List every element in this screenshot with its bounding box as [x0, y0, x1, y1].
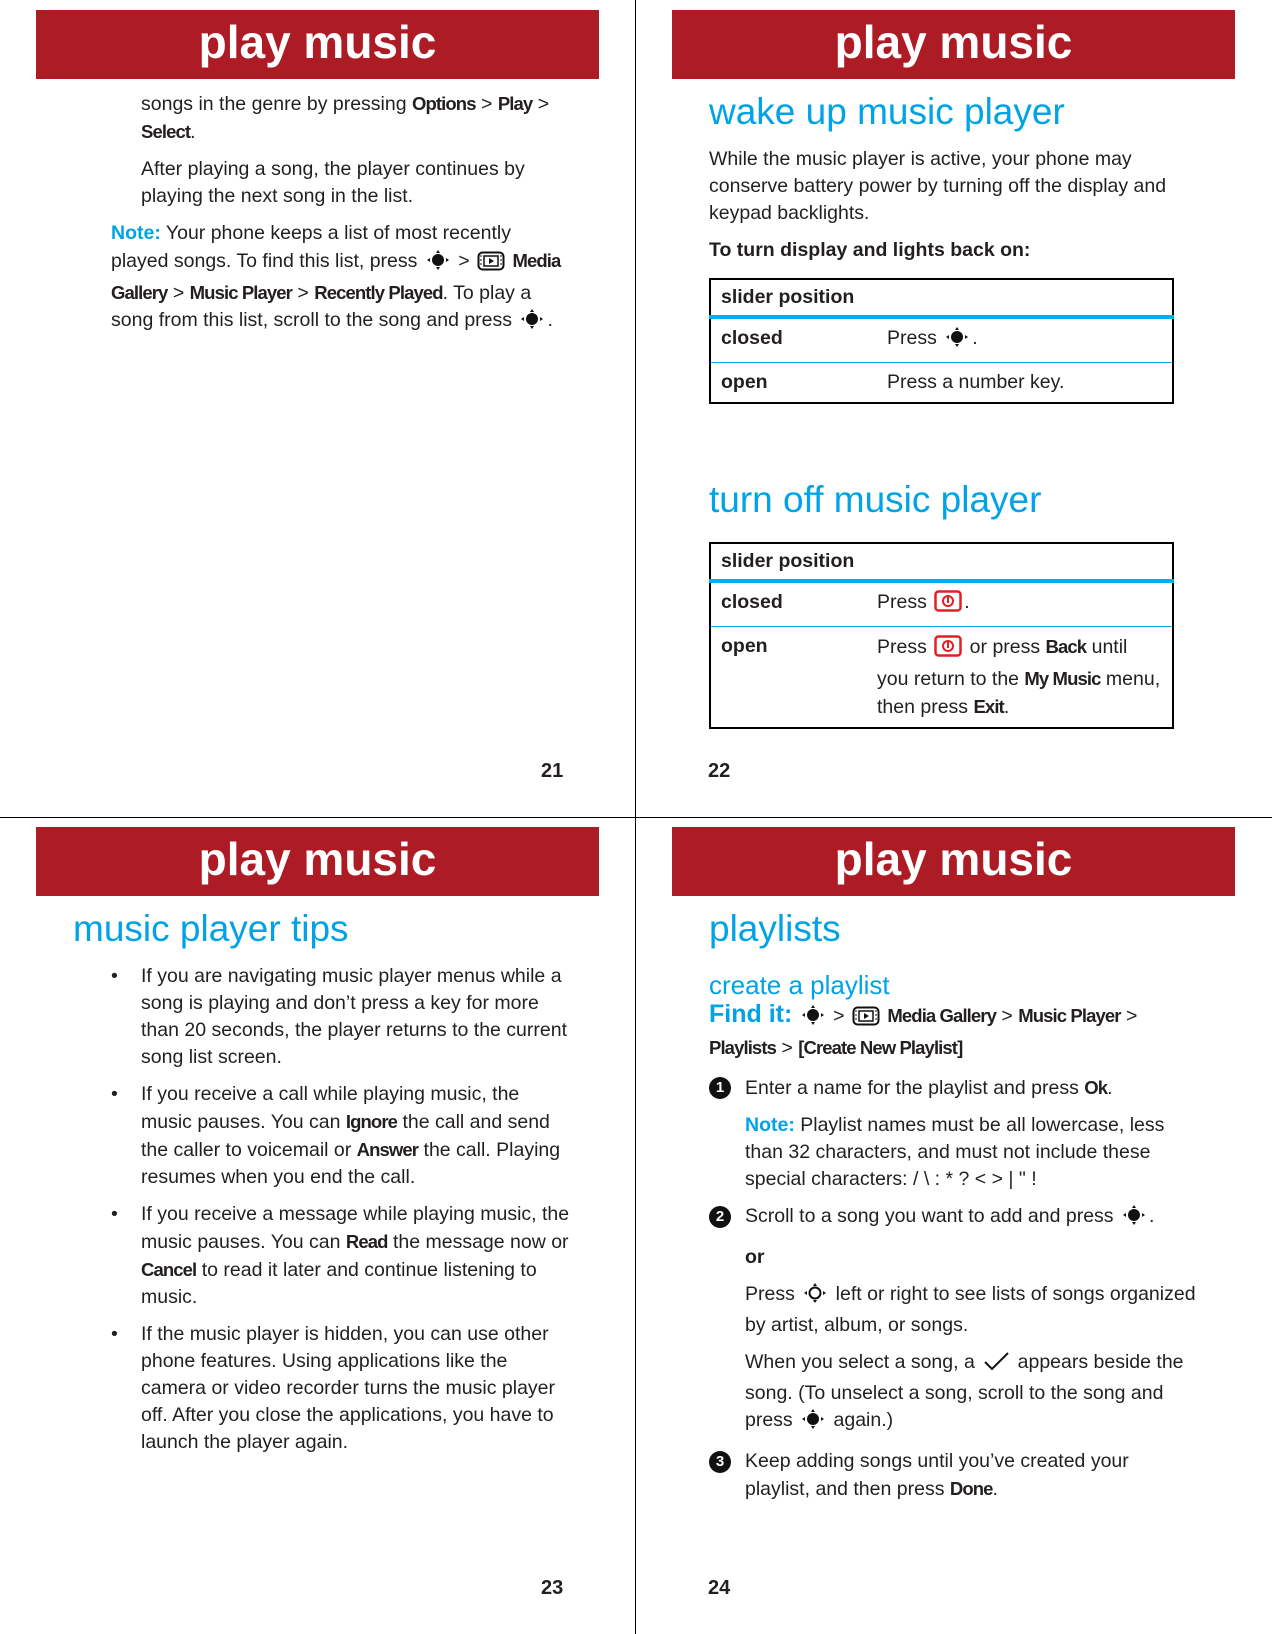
table-row — [710, 317, 1173, 363]
page-24 — [636, 817, 1272, 1634]
text: Press — [877, 591, 933, 613]
action — [877, 363, 1173, 404]
text: If you are navigating music player menus while a song is playing and don’t press a key for more than 20 seconds, the player returns to the current song list screen. — [141, 965, 568, 1068]
key-label: Music Player — [1018, 1005, 1121, 1026]
nav-key-outline-icon — [802, 1282, 828, 1312]
bullet: • — [111, 1203, 118, 1225]
page-header: play music — [36, 10, 599, 79]
key-label: My Music — [1024, 668, 1101, 689]
text: . — [1003, 696, 1010, 718]
text: When you select a song, a — [745, 1351, 981, 1373]
key-label: Media Gallery — [111, 250, 561, 303]
step — [709, 1448, 1199, 1503]
text: again.) — [828, 1409, 894, 1431]
text: . — [1107, 1077, 1113, 1099]
text: > — [167, 282, 190, 304]
text: Scroll to a song you want to add and press — [745, 1205, 1119, 1227]
slider-table-off — [709, 542, 1174, 729]
text: menu, then press — [877, 668, 1161, 718]
key-label: Back — [1045, 636, 1087, 657]
action — [867, 581, 1173, 627]
key-label: Done — [949, 1478, 993, 1499]
text: > — [1120, 1005, 1138, 1027]
page-header: play music — [36, 827, 599, 896]
text: songs in the genre by pressing — [141, 93, 413, 115]
bullet: • — [111, 965, 118, 987]
text: > — [827, 1005, 850, 1027]
paragraph — [745, 1448, 1199, 1503]
key-label: Read — [345, 1231, 388, 1252]
key-label: Answer — [356, 1139, 419, 1160]
text: > — [292, 282, 315, 304]
text: until you return to the — [877, 636, 1128, 690]
paragraph — [745, 1112, 1199, 1193]
action — [877, 317, 1173, 363]
text: . To play a song from this list, scroll to the song and press — [111, 282, 532, 331]
list-item — [111, 1201, 573, 1311]
paragraph — [745, 1281, 1199, 1339]
table-row — [710, 581, 1173, 627]
paragraph — [709, 146, 1174, 227]
checkmark-icon — [982, 1350, 1010, 1380]
section-heading: music player tips — [73, 908, 349, 949]
table-header: slider position — [710, 279, 1173, 317]
page-header: play music — [672, 10, 1235, 79]
text: > — [532, 93, 550, 115]
paragraph — [745, 1203, 1199, 1234]
step-number: 1 — [709, 1077, 731, 1099]
step — [709, 1203, 1199, 1438]
slider-position: closed — [710, 581, 867, 627]
text: . — [992, 1478, 998, 1500]
page-21 — [0, 0, 636, 817]
text: or press — [964, 636, 1046, 658]
slider-position: open — [710, 627, 867, 729]
slider-position: closed — [710, 317, 877, 363]
paragraph — [745, 1244, 1199, 1271]
power-key-icon — [934, 590, 962, 620]
page-23-body — [73, 907, 573, 1466]
bullet: • — [111, 1323, 118, 1345]
paragraph — [141, 156, 561, 210]
text: Your phone keeps a list of most recently played songs. To find this list, press — [111, 222, 511, 272]
text: Enter a name for the playlist and press — [745, 1077, 1085, 1099]
text: . — [972, 327, 978, 349]
text: the call. Playing resumes when you end the call. — [141, 1139, 561, 1188]
section-heading: turn off music player — [709, 479, 1042, 520]
text: While the music player is active, your phone may conserve battery power by turning off the display and keypad backlights. — [709, 148, 1167, 224]
text: > — [452, 250, 476, 272]
key-label: Recently Played — [314, 282, 443, 303]
text: Playlist names must be all lowercase, less than 32 characters, and must not include these special characters: / \ : * ? < > | " ! — [745, 1114, 1165, 1190]
paragraph — [141, 90, 561, 146]
page-24-body — [709, 907, 1199, 1513]
power-key-icon — [934, 635, 962, 665]
page-22-body — [709, 90, 1174, 729]
text: the message now or — [387, 1231, 569, 1253]
table-row — [710, 363, 1173, 404]
text: If you receive a message while playing music, the music pauses. You can — [141, 1203, 570, 1253]
page-number: 24 — [708, 1577, 731, 1599]
text: . — [1148, 1205, 1155, 1227]
text — [792, 1005, 797, 1027]
page-header: play music — [672, 827, 1235, 896]
text: > — [996, 1005, 1019, 1027]
text: Press — [887, 327, 943, 349]
nav-key-icon — [519, 308, 545, 338]
page-number: 22 — [708, 760, 731, 782]
table-row — [710, 627, 1173, 729]
steps-list — [709, 1074, 1199, 1503]
section-heading: playlists — [709, 908, 841, 949]
text: left or right to see lists of songs organized by artist, album, or songs. — [745, 1283, 1196, 1336]
page-21-body — [111, 90, 561, 348]
media-gallery-icon — [477, 251, 505, 279]
subsection-heading: create a playlist — [709, 970, 890, 1000]
key-label: Select — [141, 121, 191, 142]
note-label: Note: — [111, 222, 161, 244]
find-it-label: Find it: — [709, 1000, 793, 1028]
text: Press — [877, 636, 933, 658]
key-label: Ignore — [345, 1111, 398, 1132]
page-number: 23 — [541, 1577, 564, 1599]
text: Press — [745, 1283, 801, 1305]
paragraph — [745, 1074, 1199, 1102]
text: to read it later and continue listening to music. — [141, 1259, 537, 1308]
list-item — [111, 1081, 573, 1191]
paragraph — [745, 1349, 1199, 1438]
nav-key-icon — [1121, 1204, 1147, 1234]
nav-key-icon — [425, 249, 451, 279]
page-number: 21 — [541, 760, 564, 782]
step-number: 3 — [709, 1451, 731, 1473]
table-header: slider position — [710, 543, 1173, 581]
text: or — [745, 1246, 765, 1268]
page-23 — [0, 817, 636, 1634]
text: . — [547, 309, 553, 331]
text: appears beside the song. (To unselect a song, scroll to the song and press — [745, 1351, 1184, 1431]
page-22 — [636, 0, 1272, 817]
note-label: Note: — [745, 1114, 795, 1136]
text: If you receive a call while playing music, the music pauses. You can — [141, 1083, 520, 1133]
text: . — [190, 121, 196, 143]
slider-table-wake — [709, 278, 1174, 404]
key-label: Cancel — [141, 1259, 197, 1280]
text: After playing a song, the player continues by playing the next song in the list. — [141, 158, 525, 207]
key-label: Music Player — [189, 282, 292, 303]
find-it-path — [709, 1001, 1199, 1062]
bullet: • — [111, 1083, 118, 1105]
text: > — [775, 1037, 799, 1059]
media-gallery-icon — [852, 1006, 880, 1034]
text: . — [964, 591, 970, 613]
key-label: Options — [412, 93, 476, 114]
section-heading: wake up music player — [709, 91, 1065, 132]
text: the call and send the caller to voicemail or — [141, 1111, 550, 1161]
step — [709, 1074, 1199, 1193]
action — [867, 627, 1173, 729]
paragraph — [111, 220, 561, 338]
text: Keep adding songs until you’ve created your playlist, and then press — [745, 1450, 1129, 1500]
text: If the music player is hidden, you can use other phone features. Using applications like the camera or video recorder turns the music player off. After you close the applications, you have to launch the player again. — [141, 1323, 556, 1453]
nav-key-icon — [800, 1004, 826, 1034]
text: Press a number key. — [887, 371, 1065, 393]
tips-list — [111, 963, 573, 1456]
key-label: Ok — [1084, 1077, 1108, 1098]
list-item — [111, 963, 573, 1071]
key-label: Exit — [973, 696, 1004, 717]
slider-position: open — [710, 363, 877, 404]
lead-text: To turn display and lights back on: — [709, 239, 1031, 261]
text: > — [475, 93, 498, 115]
step-number: 2 — [709, 1206, 731, 1228]
nav-key-icon — [800, 1408, 826, 1438]
key-label: Media Gallery — [887, 1005, 996, 1026]
key-label: [Create New Playlist] — [798, 1037, 963, 1058]
key-label: Play — [497, 93, 533, 114]
list-item — [111, 1321, 573, 1456]
nav-key-icon — [944, 326, 970, 356]
key-label: Playlists — [709, 1037, 776, 1058]
